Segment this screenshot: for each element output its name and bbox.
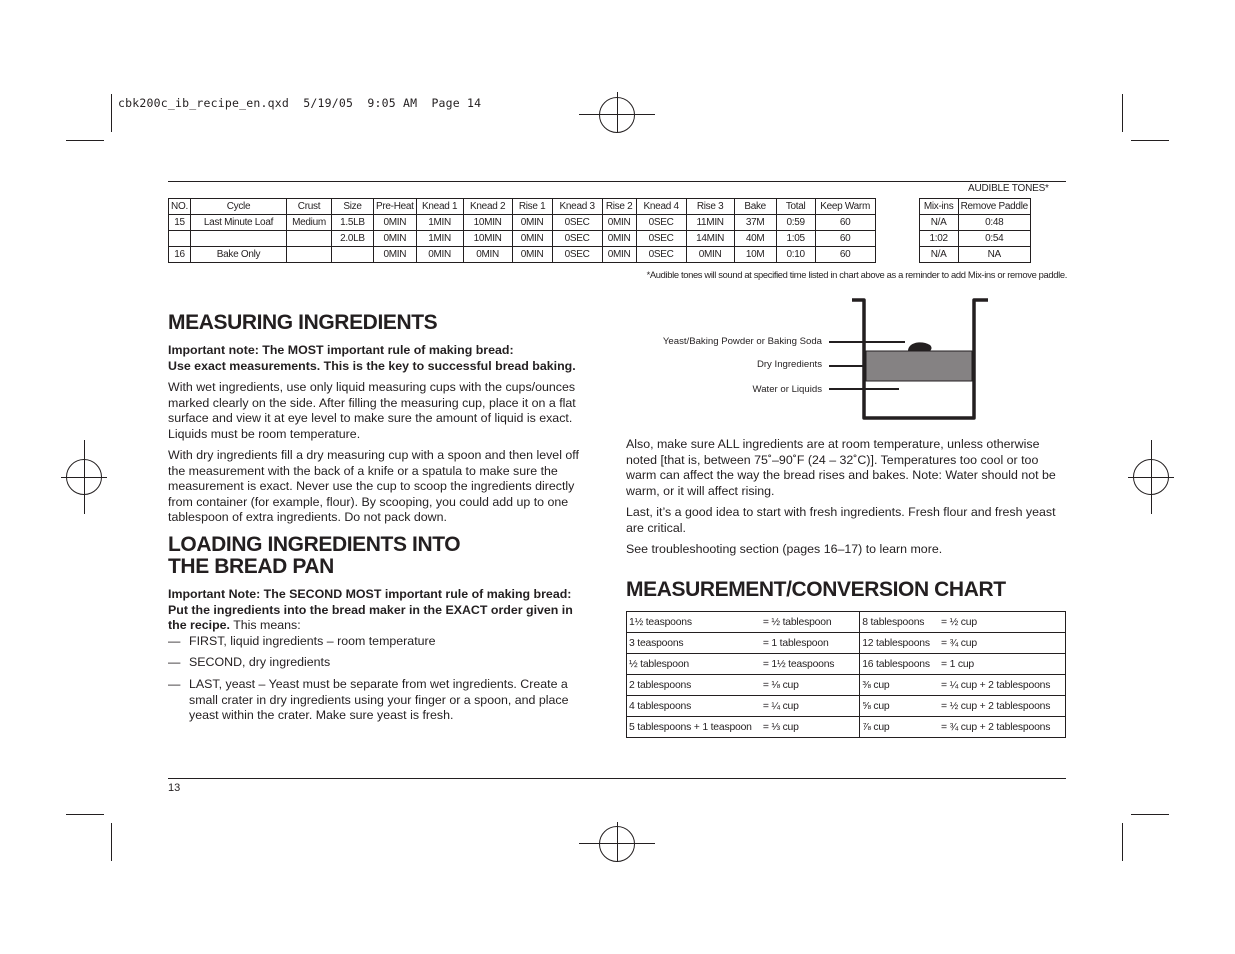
table-row: 2 tablespoons = ⅛ cup ⅜ cup = ¼ cup + 2 tablespoons bbox=[627, 675, 1066, 696]
loading-title-line-1: LOADING INGREDIENTS INTO bbox=[168, 533, 461, 556]
table-row: 3 teaspoons = 1 tablespoon 12 tablespoons = ¾ cup bbox=[627, 633, 1066, 654]
table-row: 16 Bake Only 0MIN 0MIN 0MIN 0MIN 0SEC 0MIN 0SEC 0MIN 10M 0:10 60 N/A NA bbox=[169, 247, 1031, 263]
table-row: 2.0LB 0MIN 1MIN 10MIN 0MIN 0SEC 0MIN 0SEC 14MIN 40M 1:05 60 1:02 0:54 bbox=[169, 231, 1031, 247]
header-cell: Rise 2 bbox=[602, 199, 636, 215]
table-row: 5 tablespoons + 1 teaspoon = ⅓ cup ⅞ cup = ¾ cup + 2 tablespoons bbox=[627, 717, 1066, 738]
loading-note-2: Put the ingredients into the bread maker in the EXACT order given in bbox=[168, 602, 573, 617]
table-row: 15 Last Minute Loaf Medium 1.5LB 0MIN 1MIN 10MIN 0MIN 0SEC 0MIN 0SEC 11MIN 37M 0:59 60 N/A 0:48 bbox=[169, 215, 1031, 231]
loading-note-3-tail: This means: bbox=[229, 618, 301, 632]
yeast-label: Yeast/Baking Powder or Baking Soda bbox=[662, 336, 822, 347]
header-cell: NO. bbox=[169, 199, 191, 215]
conversion-title: MEASUREMENT/CONVERSION CHART bbox=[626, 578, 1006, 601]
dry-ingredients-label: Dry Ingredients bbox=[756, 359, 822, 370]
bread-pan-icon bbox=[850, 296, 992, 424]
header-cell: Knead 4 bbox=[636, 199, 686, 215]
loading-section bbox=[168, 534, 598, 634]
dash-bullet: — bbox=[168, 677, 181, 691]
header-cell: Knead 3 bbox=[552, 199, 602, 215]
header-cell: Remove Paddle bbox=[958, 199, 1030, 215]
list-item-text: LAST, yeast – Yeast must be separate from wet ingredients. Create a small crater in dry ingredients using your finger or a spoon, and place yeast within the crater. Make sure yeast is fresh. bbox=[189, 677, 569, 722]
table-row: 4 tablespoons = ¼ cup ⅝ cup = ½ cup + 2 tablespoons bbox=[627, 696, 1066, 717]
header-cell: Total bbox=[776, 199, 815, 215]
file-slug: cbk200c_ib_recipe_en.qxd 5/19/05 9:05 AM Page 14 bbox=[118, 96, 482, 110]
page-number: 13 bbox=[168, 782, 181, 794]
measuring-note-1: Important note: The MOST important rule of making bread: bbox=[168, 343, 514, 357]
dash-bullet: — bbox=[168, 655, 181, 669]
header-cell: Knead 1 bbox=[416, 199, 463, 215]
loading-note-3: the recipe. bbox=[168, 618, 230, 632]
header-cell: Mix-ins bbox=[919, 199, 958, 215]
footer-rule bbox=[168, 778, 1066, 779]
table-row: ½ tablespoon = 1½ teaspoons 16 tablespoons = 1 cup bbox=[627, 654, 1066, 675]
list-item-text: FIRST, liquid ingredients – room temperature bbox=[189, 634, 436, 648]
header-cell: Cycle bbox=[191, 199, 287, 215]
header-cell: Rise 3 bbox=[686, 199, 734, 215]
temperature-paragraph: Also, make sure ALL ingredients are at room temperature, unless otherwise noted [that is, between 75˚–90˚F (24 – 32˚C)]. Temperatures too cool or too warm can affect the way the bread rises and bakes. Note: Water should not be warm, or it will affect rising. bbox=[626, 437, 1056, 498]
header-rule bbox=[168, 181, 1066, 182]
cycle-table bbox=[168, 198, 1031, 263]
measuring-paragraph-2: With dry ingredients fill a dry measuring cup with a spoon and then level off the measurement with the back of a knife or a spatula to make sure the measurement is exact. Never use the cup to scoop the ingredients directly from container (for example, flour). By scooping, you could add up to one tablespoon of extra ingredients. Do not pack down. bbox=[168, 448, 579, 524]
loading-note-1: Important Note: The SECOND MOST important rule of making bread: bbox=[168, 587, 572, 601]
header-cell: Crust bbox=[287, 199, 332, 215]
dash-bullet: — bbox=[168, 634, 181, 648]
audible-footnote: *Audible tones will sound at specified time listed in chart above as a reminder to add Mix-ins or remove paddle. bbox=[646, 269, 1067, 280]
conversion-table bbox=[626, 611, 1066, 738]
header-cell: Bake bbox=[734, 199, 776, 215]
list-item-text: SECOND, dry ingredients bbox=[189, 655, 331, 669]
loading-title-line-2: THE BREAD PAN bbox=[168, 555, 334, 578]
measuring-title: MEASURING INGREDIENTS bbox=[168, 311, 438, 334]
header-cell: Keep Warm bbox=[815, 199, 875, 215]
audible-tones-label: AUDIBLE TONES* bbox=[968, 183, 1049, 194]
header-cell: Size bbox=[332, 199, 374, 215]
measuring-section bbox=[168, 312, 598, 526]
water-label: Water or Liquids bbox=[752, 384, 822, 395]
header-cell: Pre-Heat bbox=[374, 199, 417, 215]
measuring-note-2: Use exact measurements. This is the key to successful bread baking. bbox=[168, 358, 576, 373]
troubleshooting-link-text: See troubleshooting section (pages 16–17) to learn more. bbox=[626, 542, 943, 556]
fresh-ingredients-paragraph: Last, it’s a good idea to start with fresh ingredients. Fresh flour and fresh yeast are critical. bbox=[626, 505, 1056, 535]
table-header-row bbox=[169, 199, 1031, 215]
header-cell: Knead 2 bbox=[463, 199, 512, 215]
temperature-section bbox=[626, 437, 1064, 558]
table-row: 1½ teaspoons = ½ tablespoon 8 tablespoons = ½ cup bbox=[627, 612, 1066, 633]
measuring-paragraph-1: With wet ingredients, use only liquid measuring cups with the cups/ounces marked clearly on the side. After filling the measuring cup, place it on a flat surface and view it at eye level to make sure the amount of liquid is exact. Liquids must be room temperature. bbox=[168, 380, 576, 441]
header-cell: Rise 1 bbox=[512, 199, 552, 215]
